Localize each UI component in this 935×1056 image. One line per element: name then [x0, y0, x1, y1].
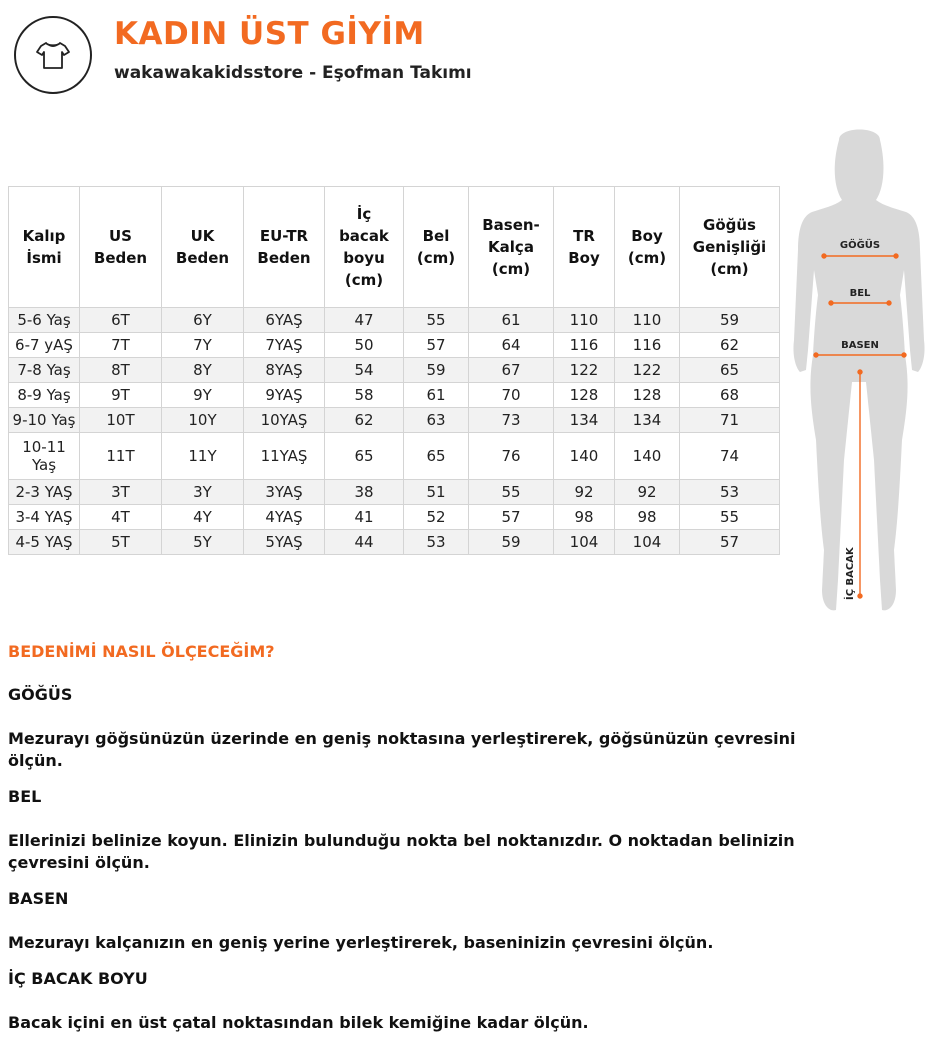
- column-header-line: (cm): [491, 260, 531, 278]
- table-cell: 61: [469, 308, 554, 333]
- column-header-line: Beden: [257, 249, 311, 267]
- table-cell: 57: [680, 530, 780, 555]
- inseam-instructions: Bacak içini en üst çatal noktasından bilek kemiğine kadar ölçün.: [8, 1013, 589, 1032]
- inseam-label: İÇ BACAK: [845, 547, 856, 600]
- table-cell: 59: [404, 358, 469, 383]
- column-header-line: Kalıp: [22, 227, 66, 245]
- table-cell: 104: [554, 530, 615, 555]
- table-cell: 128: [615, 383, 680, 408]
- table-body: [9, 308, 780, 555]
- page-header: [14, 14, 914, 94]
- table-cell: 64: [469, 333, 554, 358]
- table-cell: 4-5 YAŞ: [9, 530, 80, 555]
- column-header-line: TR: [573, 227, 595, 245]
- table-cell: 10YAŞ: [244, 408, 325, 433]
- table-cell: 134: [554, 408, 615, 433]
- column-header-line: Basen-: [482, 216, 540, 234]
- table-cell: 76: [469, 433, 554, 480]
- table-cell: 55: [469, 480, 554, 505]
- table-cell: 6-7 yAŞ: [9, 333, 80, 358]
- measurement-guide: [8, 642, 798, 1034]
- table-cell: 4YAŞ: [244, 505, 325, 530]
- table-cell: 65: [680, 358, 780, 383]
- table-row: [9, 530, 780, 555]
- hip-label: BASEN: [841, 340, 879, 351]
- table-row: [9, 408, 780, 433]
- table-cell: 110: [554, 308, 615, 333]
- column-header-line: boyu: [343, 249, 385, 267]
- table-row: [9, 480, 780, 505]
- column-header-line: Boy: [568, 249, 600, 267]
- column-header-line: bacak: [339, 227, 389, 245]
- table-cell: 9Y: [162, 383, 244, 408]
- table-cell: 92: [554, 480, 615, 505]
- table-cell: 41: [325, 505, 404, 530]
- column-header: [325, 187, 404, 308]
- table-cell: 9-10 Yaş: [9, 408, 80, 433]
- table-cell: 3T: [80, 480, 162, 505]
- table-cell: 68: [680, 383, 780, 408]
- column-header-line: (cm): [710, 260, 749, 278]
- column-header-line: Bel: [422, 227, 450, 245]
- table-cell: 53: [404, 530, 469, 555]
- column-header-line: Kalça: [488, 238, 534, 256]
- table-row: [9, 433, 780, 480]
- table-cell: 98: [615, 505, 680, 530]
- column-header-line: Boy: [631, 227, 663, 245]
- column-header-line: US: [109, 227, 132, 245]
- column-header-line: Genişliği: [692, 238, 767, 256]
- table-cell: 55: [404, 308, 469, 333]
- table-cell: 59: [469, 530, 554, 555]
- chest-instructions: Mezurayı göğsünüzün üzerinde en geniş noktasına yerleştirerek, göğsünüzün çevresini ölçün.: [8, 729, 796, 770]
- table-cell: 10Y: [162, 408, 244, 433]
- table-cell: 58: [325, 383, 404, 408]
- column-header-line: Göğüs: [703, 216, 756, 234]
- table-cell: 57: [404, 333, 469, 358]
- table-cell: 98: [554, 505, 615, 530]
- table-cell: 6YAŞ: [244, 308, 325, 333]
- table-cell: 5Y: [162, 530, 244, 555]
- hip-instructions: Mezurayı kalçanızın en geniş yerine yerleştirerek, baseninizin çevresini ölçün.: [8, 933, 714, 952]
- table-cell: 104: [615, 530, 680, 555]
- guide-question: BEDENİMİ NASIL ÖLÇECEĞİM?: [8, 642, 275, 661]
- table-cell: 92: [615, 480, 680, 505]
- column-header-line: (cm): [416, 249, 456, 267]
- table-cell: 5T: [80, 530, 162, 555]
- table-cell: 122: [554, 358, 615, 383]
- table-cell: 3-4 YAŞ: [9, 505, 80, 530]
- chest-heading: GÖĞÜS: [8, 685, 73, 704]
- table-cell: 52: [404, 505, 469, 530]
- table-cell: 51: [404, 480, 469, 505]
- table-cell: 7T: [80, 333, 162, 358]
- silhouette-illustration: [784, 120, 934, 620]
- column-header-line: İsmi: [26, 249, 62, 267]
- column-header-line: (cm): [344, 271, 384, 289]
- column-header: [680, 187, 780, 308]
- table-cell: 44: [325, 530, 404, 555]
- table-cell: 62: [680, 333, 780, 358]
- table-cell: 116: [615, 333, 680, 358]
- table-row: [9, 505, 780, 530]
- table-cell: 6T: [80, 308, 162, 333]
- page-subtitle: wakawakakidsstore - Eşofman Takımı: [114, 63, 472, 83]
- column-header-line: UK: [190, 227, 215, 245]
- table-cell: 73: [469, 408, 554, 433]
- body-measurement-figure: [784, 120, 934, 620]
- table-cell: 2-3 YAŞ: [9, 480, 80, 505]
- table-cell: 57: [469, 505, 554, 530]
- table-cell: 9YAŞ: [244, 383, 325, 408]
- table-cell: 70: [469, 383, 554, 408]
- table-cell: 65: [404, 433, 469, 480]
- table-cell: 59: [680, 308, 780, 333]
- table-cell: 11Y: [162, 433, 244, 480]
- column-header: [404, 187, 469, 308]
- waist-heading: BEL: [8, 787, 42, 806]
- table-cell: 4T: [80, 505, 162, 530]
- table-cell: 11YAŞ: [244, 433, 325, 480]
- chest-label: GÖĞÜS: [839, 240, 881, 251]
- table-cell: 65: [325, 433, 404, 480]
- table-cell: 47: [325, 308, 404, 333]
- table-cell: 10-11 Yaş: [9, 433, 80, 480]
- page-title: KADIN ÜST GİYİM: [114, 16, 425, 52]
- table-cell: 4Y: [162, 505, 244, 530]
- table-cell: 7Y: [162, 333, 244, 358]
- table-cell: 8Y: [162, 358, 244, 383]
- inseam-heading: İÇ BACAK BOYU: [8, 969, 148, 988]
- table-row: [9, 383, 780, 408]
- table-row: [9, 308, 780, 333]
- table-cell: 54: [325, 358, 404, 383]
- table-cell: 116: [554, 333, 615, 358]
- column-header: [80, 187, 162, 308]
- column-header: [244, 187, 325, 308]
- table-cell: 134: [615, 408, 680, 433]
- column-header-line: EU-TR: [259, 227, 309, 245]
- table-row: [9, 358, 780, 383]
- table-cell: 140: [615, 433, 680, 480]
- table-cell: 55: [680, 505, 780, 530]
- table-cell: 8-9 Yaş: [9, 383, 80, 408]
- table-cell: 122: [615, 358, 680, 383]
- column-header: [162, 187, 244, 308]
- table-cell: 7YAŞ: [244, 333, 325, 358]
- column-header-line: Beden: [93, 249, 148, 267]
- table-cell: 128: [554, 383, 615, 408]
- table-cell: 74: [680, 433, 780, 480]
- table-cell: 8YAŞ: [244, 358, 325, 383]
- table-row: [9, 333, 780, 358]
- column-header: [9, 187, 80, 308]
- table-cell: 6Y: [162, 308, 244, 333]
- table-cell: 5-6 Yaş: [9, 308, 80, 333]
- table-cell: 71: [680, 408, 780, 433]
- waist-label: BEL: [849, 288, 871, 299]
- size-table: [8, 186, 780, 555]
- table-header-row: [9, 187, 780, 308]
- table-cell: 9T: [80, 383, 162, 408]
- column-header-line: (cm): [627, 249, 667, 267]
- waist-instructions: Ellerinizi belinize koyun. Elinizin bulunduğu nokta bel noktanızdır. O noktadan belinizin çevresini ölçün.: [8, 831, 795, 872]
- column-header-line: İç: [356, 205, 372, 223]
- table-cell: 10T: [80, 408, 162, 433]
- hip-heading: BASEN: [8, 889, 69, 908]
- table-cell: 67: [469, 358, 554, 383]
- table-cell: 61: [404, 383, 469, 408]
- table-cell: 140: [554, 433, 615, 480]
- column-header: [469, 187, 554, 308]
- category-logo: [14, 16, 92, 94]
- table-cell: 8T: [80, 358, 162, 383]
- table-cell: 63: [404, 408, 469, 433]
- table-cell: 50: [325, 333, 404, 358]
- table-cell: 3Y: [162, 480, 244, 505]
- column-header: [554, 187, 615, 308]
- table-cell: 5YAŞ: [244, 530, 325, 555]
- table-cell: 7-8 Yaş: [9, 358, 80, 383]
- table-cell: 11T: [80, 433, 162, 480]
- table-cell: 38: [325, 480, 404, 505]
- column-header: [615, 187, 680, 308]
- table-cell: 3YAŞ: [244, 480, 325, 505]
- table-cell: 110: [615, 308, 680, 333]
- table-cell: 53: [680, 480, 780, 505]
- table-cell: 62: [325, 408, 404, 433]
- column-header-line: Beden: [175, 249, 230, 267]
- tshirt-icon: [33, 35, 73, 75]
